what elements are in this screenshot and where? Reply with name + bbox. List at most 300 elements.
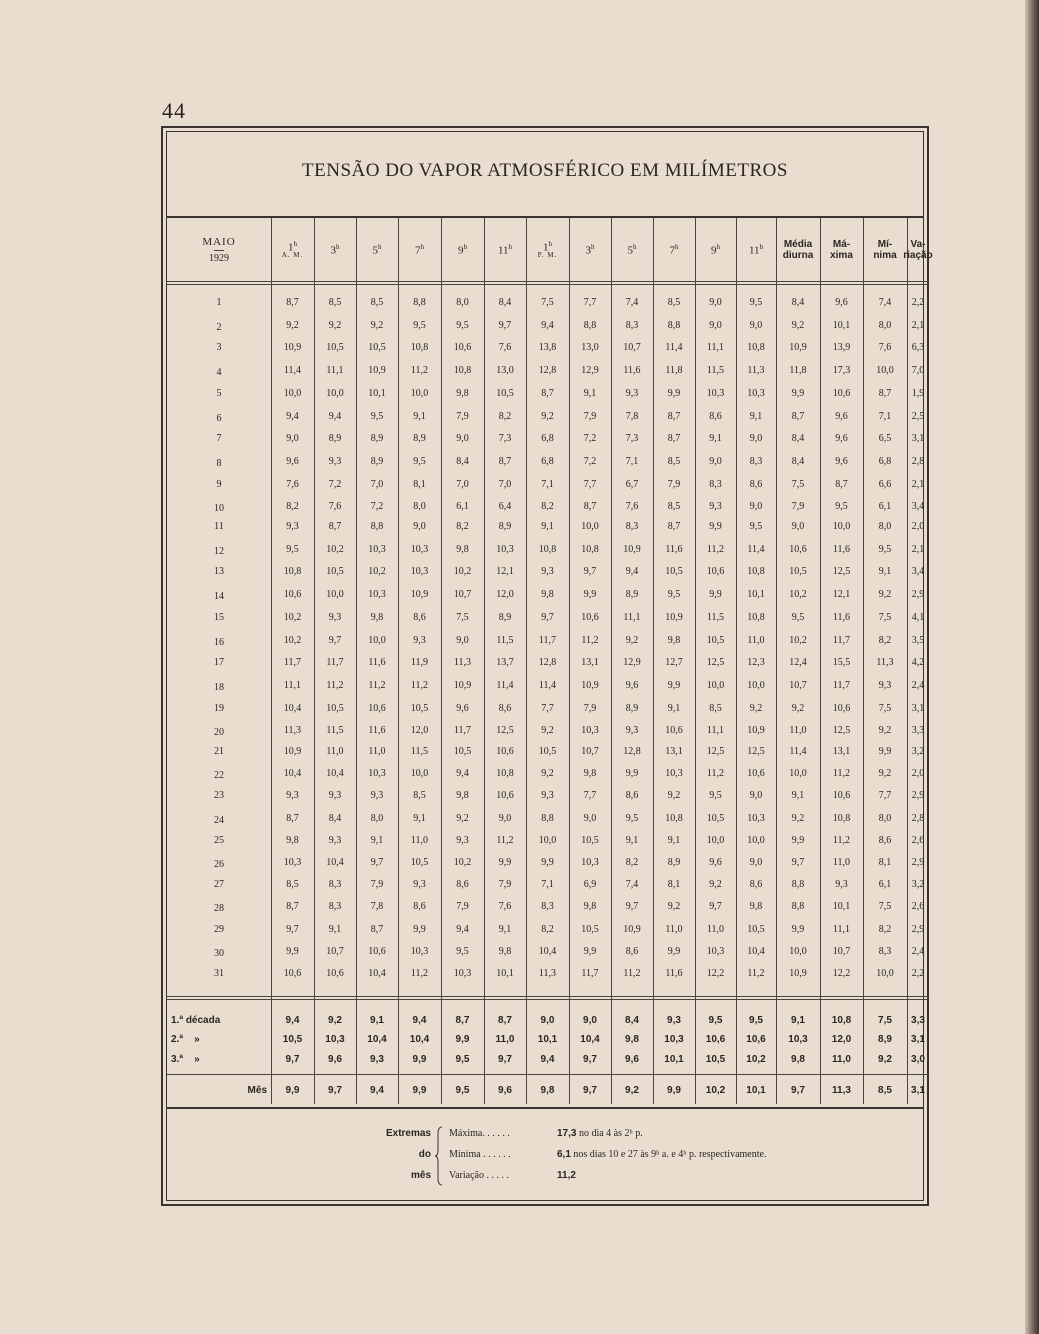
table-cell: 8,2 — [878, 634, 892, 646]
row-day-label: 4 — [216, 367, 222, 379]
table-cell: 8,3 — [709, 478, 722, 490]
page-edge — [1025, 0, 1039, 1334]
summary-cell: 9,5 — [455, 1085, 470, 1096]
table-cell: 9,3 — [835, 879, 848, 891]
table-cell: 9,7 — [791, 857, 805, 868]
bottom-rule — [167, 1107, 923, 1109]
table-cell: 8,5 — [667, 501, 681, 513]
hour-sup: h — [420, 242, 424, 251]
summary-cell: 9,1 — [791, 1015, 805, 1026]
table-cell: 13,8 — [538, 342, 557, 354]
table-cell: 10,8 — [747, 566, 765, 578]
hour-label — [749, 243, 763, 257]
table-cell: 10,1 — [368, 387, 386, 399]
table-cell: 9,4 — [328, 410, 342, 422]
table-cell: 10,0 — [876, 365, 894, 377]
summary-label: 1.ª década — [171, 1015, 221, 1026]
table-cell: 9,0 — [709, 297, 722, 308]
row-day-label: 13 — [214, 566, 224, 578]
table-cell: 10,8 — [496, 768, 514, 780]
table-cell: 10,3 — [283, 857, 302, 868]
table-cell: 7,8 — [370, 901, 384, 913]
summary-cell: 9,4 — [540, 1054, 555, 1065]
table-cell: 11,7 — [283, 657, 302, 669]
table-cell: 9,7 — [370, 857, 384, 868]
summary-cell: 9,1 — [370, 1015, 384, 1026]
table-cell: 9,9 — [286, 945, 299, 957]
table-cell: 7,5 — [791, 478, 805, 490]
table-cell: 8,0 — [456, 297, 469, 308]
stat-label-line1: Mí- — [877, 238, 893, 250]
hour-label — [331, 243, 340, 257]
extreme-max-value: 17,3 no dia 4 às 2ʰ p. — [557, 1128, 643, 1139]
table-cell: 9,3 — [709, 501, 722, 513]
table-cell: 8,4 — [456, 455, 469, 467]
summary-label: 3.ª » — [171, 1054, 200, 1065]
table-cell: 7,9 — [370, 879, 384, 891]
table-cell: 8,2 — [456, 521, 469, 532]
table-cell: 7,9 — [456, 901, 469, 913]
table-cell: 9,5 — [456, 945, 469, 957]
table-cell: 10,5 — [706, 812, 725, 824]
table-cell: 9,5 — [413, 319, 426, 331]
table-cell: 9,9 — [791, 387, 805, 399]
summary-cell: 9,7 — [498, 1054, 512, 1065]
table-cell: 9,7 — [286, 923, 299, 935]
header-hour-7 — [526, 218, 569, 281]
summary-cell: 9,5 — [749, 1015, 763, 1026]
table-cell: 9,0 — [749, 319, 763, 331]
table-cell: 10,1 — [832, 901, 851, 913]
row-day-label: 5 — [216, 387, 222, 399]
table-cell: 11,2 — [496, 834, 514, 846]
table-cell: 2,1 — [911, 543, 925, 555]
table-cell: 8,2 — [286, 501, 299, 513]
table-cell: 7,5 — [878, 901, 892, 913]
table-cell: 11,5 — [706, 365, 725, 377]
table-cell: 9,6 — [625, 679, 639, 691]
table-cell: 7,2 — [583, 433, 597, 445]
table-cell: 11,0 — [410, 834, 429, 846]
table-cell: 10,0 — [747, 834, 765, 846]
table-cell: 10,9 — [789, 342, 807, 354]
table-cell: 10,3 — [496, 543, 514, 555]
header-hour-11 — [695, 218, 736, 281]
table-cell: 9,5 — [286, 543, 299, 555]
table-cell: 9,1 — [413, 812, 426, 824]
table-cell: 9,0 — [286, 433, 299, 445]
hour-label — [458, 243, 467, 257]
summary-cell: 9,9 — [455, 1034, 470, 1045]
table-cell: 10,9 — [283, 342, 302, 354]
table-cell: 11,2 — [832, 834, 851, 846]
table-cell: 11,1 — [283, 679, 302, 691]
table-cell: 9,1 — [709, 433, 722, 445]
table-cell: 10,4 — [368, 968, 386, 979]
table-cell: 8,5 — [709, 702, 722, 714]
table-cell: 2,1 — [911, 478, 925, 490]
summary-cell: 9,7 — [583, 1054, 597, 1065]
table-cell: 8,5 — [413, 790, 426, 802]
table-cell: 9,9 — [878, 746, 892, 757]
table-cell: 10,5 — [581, 923, 599, 935]
table-cell: 8,7 — [498, 455, 512, 467]
table-cell: 10,6 — [326, 968, 344, 979]
table-cell: 10,7 — [326, 945, 344, 957]
table-cell: 8,9 — [328, 433, 342, 445]
summary-cell: 9,4 — [370, 1085, 384, 1096]
row-day-label: 29 — [214, 923, 224, 935]
table-cell: 11,0 — [706, 923, 725, 935]
summary-cell: 9,7 — [328, 1085, 342, 1096]
table-cell: 11,4 — [665, 342, 683, 354]
table-cell: 3,2 — [911, 746, 925, 757]
hour-number: 7 — [415, 244, 421, 257]
summary-cell: 9,6 — [498, 1085, 512, 1096]
table-cell: 9,2 — [749, 702, 763, 714]
table-cell: 6,9 — [583, 879, 597, 891]
table-cell: 10,7 — [623, 342, 641, 354]
table-cell: 9,3 — [286, 521, 299, 532]
table-cell: 10,6 — [747, 768, 765, 780]
table-cell: 12,0 — [410, 725, 429, 737]
table-cell: 9,1 — [878, 566, 892, 578]
table-cell: 10,3 — [368, 768, 386, 780]
table-cell: 13,9 — [832, 342, 851, 354]
table-cell: 12,5 — [496, 725, 514, 737]
table-cell: 9,6 — [456, 702, 469, 714]
table-cell: 3,5 — [911, 634, 925, 646]
summary-cell: 11,0 — [495, 1034, 515, 1045]
header-rule — [167, 281, 929, 282]
table-cell: 10,5 — [326, 566, 344, 578]
table-cell: 10,0 — [789, 768, 807, 780]
table-cell: 9,4 — [541, 319, 554, 331]
table-cell: 12,5 — [832, 566, 851, 578]
hour-sup: h — [591, 242, 595, 251]
table-cell: 9,4 — [456, 923, 469, 935]
table-cell: 9,6 — [709, 857, 722, 868]
header-rule-double — [167, 284, 929, 285]
table-cell: 8,6 — [625, 945, 639, 957]
summary-rule — [167, 996, 929, 997]
header-hour-3 — [356, 218, 398, 281]
table-cell: 12,9 — [623, 657, 641, 669]
table-cell: 8,8 — [370, 521, 384, 532]
row-day-label: 19 — [214, 702, 224, 714]
table-cell: 10,3 — [665, 768, 683, 780]
table-cell: 6,7 — [625, 478, 639, 490]
table-cell: 11,2 — [410, 679, 429, 691]
row-day-label: 12 — [214, 545, 224, 557]
table-cell: 7,5 — [456, 611, 469, 623]
table-cell: 10,5 — [368, 342, 386, 354]
table-cell: 9,2 — [878, 589, 892, 601]
table-cell: 11,1 — [623, 611, 641, 623]
table-cell: 12,0 — [496, 589, 514, 601]
table-cell: 7,5 — [541, 297, 554, 308]
stat-label-line2: diurna — [782, 249, 814, 261]
table-cell: 8,9 — [667, 857, 681, 868]
summary-cell: 9,2 — [625, 1085, 639, 1096]
table-cell: 10,8 — [747, 611, 765, 623]
table-cell: 9,8 — [583, 901, 597, 913]
table-cell: 8,2 — [498, 410, 512, 422]
summary-cell: 9,3 — [667, 1015, 681, 1026]
summary-cell: 10,3 — [788, 1034, 808, 1045]
summary-cell: 10,6 — [746, 1034, 766, 1045]
table-cell: 11,7 — [581, 968, 599, 979]
table-cell: 11,2 — [832, 768, 851, 780]
table-cell: 10,0 — [410, 387, 429, 399]
table-cell: 9,0 — [583, 812, 597, 824]
table-cell: 11,6 — [368, 725, 386, 737]
table-cell: 10,1 — [747, 589, 765, 601]
table-cell: 11,6 — [665, 968, 683, 979]
table-cell: 9,3 — [456, 834, 469, 846]
table-cell: 7,2 — [370, 501, 384, 513]
table-cell: 10,2 — [453, 566, 472, 578]
month-dash — [214, 250, 224, 251]
table-cell: 10,6 — [789, 543, 807, 555]
table-cell: 9,3 — [370, 790, 384, 802]
table-cell: 8,4 — [791, 433, 805, 445]
table-cell: 9,5 — [835, 501, 848, 513]
summary-cell: 10,6 — [705, 1034, 726, 1045]
table-cell: 9,8 — [456, 790, 469, 802]
table-cell: 11,7 — [832, 679, 851, 691]
table-cell: 8,9 — [413, 433, 426, 445]
table-cell: 8,0 — [878, 521, 892, 532]
extreme-var-name: Variação . . . . . — [449, 1170, 509, 1181]
table-cell: 6,3 — [911, 342, 925, 354]
summary-cell: 9,7 — [285, 1054, 300, 1065]
table-cell: 8,9 — [625, 702, 639, 714]
table-cell: 10,9 — [453, 679, 472, 691]
table-cell: 9,4 — [456, 768, 469, 780]
table-cell: 9,7 — [583, 566, 597, 578]
summary-cell: 9,8 — [625, 1034, 639, 1045]
summary-cell: 10,2 — [705, 1085, 726, 1096]
table-cell: 13,1 — [665, 746, 683, 757]
table-cell: 8,6 — [749, 879, 763, 891]
row-day-label: 9 — [216, 478, 222, 490]
table-cell: 10,9 — [665, 611, 683, 623]
table-cell: 9,8 — [456, 387, 469, 399]
summary-cell: 10,1 — [746, 1085, 766, 1096]
table-cell: 11,3 — [453, 657, 472, 669]
table-cell: 7,4 — [625, 297, 639, 308]
table-cell: 10,3 — [581, 857, 599, 868]
table-cell: 9,6 — [835, 433, 848, 445]
hour-period: A. M. — [281, 251, 304, 260]
summary-cell: 10,3 — [664, 1034, 684, 1045]
row-day-label: 1 — [216, 297, 222, 308]
table-cell: 8,6 — [709, 410, 722, 422]
table-cell: 7,9 — [791, 501, 805, 513]
header-hour-12 — [736, 218, 776, 281]
table-cell: 7,6 — [498, 901, 512, 913]
summary-cell: 7,5 — [878, 1015, 892, 1026]
hour-number: 9 — [711, 244, 717, 257]
table-cell: 2,9 — [911, 790, 925, 802]
table-cell: 9,1 — [370, 834, 384, 846]
table-cell: 8,8 — [791, 879, 805, 891]
table-cell: 10,8 — [747, 342, 765, 354]
table-cell: 11,6 — [832, 611, 851, 623]
table-cell: 11,7 — [326, 657, 344, 669]
hour-sup: h — [759, 242, 764, 251]
table-cell: 9,5 — [625, 812, 639, 824]
table-cell: 7,3 — [625, 433, 639, 445]
hour-label — [586, 243, 595, 257]
table-cell: 10,7 — [581, 746, 599, 757]
table-cell: 3,2 — [911, 879, 925, 891]
table-cell: 2,9 — [911, 589, 925, 601]
table-cell: 10,6 — [368, 702, 386, 714]
table-cell: 12,5 — [747, 746, 765, 757]
summary-cell: 9,3 — [370, 1054, 384, 1065]
table-cell: 10,0 — [410, 768, 429, 780]
table-cell: 2,6 — [911, 901, 925, 913]
table-cell: 8,7 — [286, 901, 299, 913]
table-cell: 11,1 — [326, 365, 344, 377]
summary-cell: 9,5 — [708, 1015, 723, 1026]
table-cell: 10,3 — [410, 543, 429, 555]
summary-cell: 9,4 — [412, 1015, 427, 1026]
table-cell: 10,6 — [368, 945, 386, 957]
table-cell: 10,6 — [832, 790, 851, 802]
summary-cell: 8,4 — [625, 1015, 639, 1026]
table-cell: 9,8 — [541, 589, 554, 601]
table-cell: 7,9 — [456, 410, 469, 422]
table-cell: 8,5 — [286, 879, 299, 891]
table-cell: 9,4 — [625, 566, 639, 578]
table-cell: 2,1 — [911, 319, 925, 331]
table-cell: 11,5 — [326, 725, 344, 737]
table-cell: 12,2 — [706, 968, 725, 979]
table-cell: 10,8 — [832, 812, 851, 824]
year-label: 1929 — [209, 252, 229, 264]
table-cell: 10,0 — [706, 679, 725, 691]
table-cell: 9,5 — [878, 543, 892, 555]
header-hour-8 — [569, 218, 611, 281]
table-cell: 10,2 — [326, 543, 344, 555]
table-cell: 10,0 — [283, 387, 302, 399]
table-cell: 10,2 — [453, 857, 472, 868]
table-cell: 8,9 — [498, 521, 512, 532]
table-cell: 7,4 — [625, 879, 639, 891]
hour-number: 5 — [372, 244, 378, 257]
table-cell: 8,2 — [878, 923, 892, 935]
row-day-label: 17 — [214, 657, 224, 669]
stat-label-line1: Va- — [910, 238, 926, 250]
table-cell: 10,5 — [496, 387, 514, 399]
table-cell: 6,6 — [878, 478, 892, 490]
table-cell: 8,6 — [749, 478, 763, 490]
table-cell: 10,5 — [665, 566, 683, 578]
table-inner — [166, 131, 933, 1201]
table-cell: 3,1 — [911, 702, 925, 714]
table-cell: 12,7 — [665, 657, 683, 669]
table-cell: 2,4 — [911, 679, 925, 691]
row-day-label: 26 — [214, 859, 224, 870]
summary-cell: 11,0 — [832, 1054, 851, 1065]
table-cell: 7,1 — [878, 410, 892, 422]
table-cell: 7,8 — [625, 410, 639, 422]
table-cell: 10,6 — [496, 746, 514, 757]
table-cell: 9,8 — [667, 634, 681, 646]
table-cell: 8,1 — [667, 879, 681, 891]
table-cell: 7,7 — [583, 790, 597, 802]
summary-cell: 10,5 — [282, 1034, 303, 1045]
hour-sup: h — [633, 242, 637, 251]
table-cell: 8,6 — [625, 790, 639, 802]
row-day-label: 15 — [214, 611, 224, 623]
table-cell: 10,0 — [538, 834, 557, 846]
row-day-label: 22 — [214, 770, 224, 782]
table-cell: 10,6 — [832, 702, 851, 714]
summary-cell: 3,0 — [911, 1054, 925, 1065]
table-cell: 9,1 — [791, 790, 805, 802]
table-cell: 9,2 — [286, 319, 299, 331]
summary-cell: 10,2 — [746, 1054, 766, 1065]
table-cell: 10,5 — [326, 342, 344, 354]
table-cell: 10,6 — [283, 968, 302, 979]
summary-cell: 8,7 — [455, 1015, 470, 1026]
table-cell: 11,1 — [706, 725, 725, 737]
table-cell: 8,5 — [667, 455, 681, 467]
table-cell: 10,5 — [789, 566, 807, 578]
table-cell: 8,9 — [370, 455, 384, 467]
table-cell: 11,4 — [496, 679, 514, 691]
table-cell: 9,8 — [749, 901, 763, 913]
table-cell: 10,0 — [789, 945, 807, 957]
table-cell: 9,8 — [456, 543, 469, 555]
table-cell: 15,5 — [832, 657, 851, 669]
summary-label: Mês — [247, 1085, 267, 1096]
table-cell: 3,1 — [911, 433, 925, 445]
table-cell: 9,6 — [835, 410, 848, 422]
table-cell: 9,9 — [413, 923, 426, 935]
table-cell: 10,5 — [453, 746, 472, 757]
header-month — [167, 218, 271, 281]
table-cell: 9,7 — [328, 634, 342, 646]
table-cell: 13,0 — [496, 365, 514, 377]
table-cell: 9,9 — [498, 857, 512, 868]
table-cell: 8,2 — [625, 857, 639, 868]
table-cell: 12,4 — [789, 657, 807, 669]
table-cell: 9,3 — [541, 790, 554, 802]
table-cell: 11,7 — [453, 725, 472, 737]
hour-period: P. M. — [537, 251, 558, 260]
table-cell: 2,9 — [911, 857, 925, 868]
table-cell: 9,3 — [328, 611, 342, 623]
table-cell: 10,9 — [410, 589, 429, 601]
table-title: TENSÃO DO VAPOR ATMOSFÉRICO EM MILÍMETROS — [302, 160, 788, 181]
table-cell: 10,5 — [410, 857, 429, 868]
table-cell: 8,6 — [456, 879, 469, 891]
table-cell: 9,0 — [709, 319, 722, 331]
summary-cell: 9,9 — [412, 1085, 427, 1096]
extremes-label-1: Extremas — [385, 1128, 431, 1139]
table-cell: 8,7 — [667, 410, 681, 422]
table-cell: 8,0 — [878, 812, 892, 824]
table-cell: 11,0 — [368, 746, 386, 757]
hour-sup: h — [336, 242, 340, 251]
table-cell: 2,4 — [911, 945, 925, 957]
table-cell: 7,6 — [878, 342, 892, 354]
